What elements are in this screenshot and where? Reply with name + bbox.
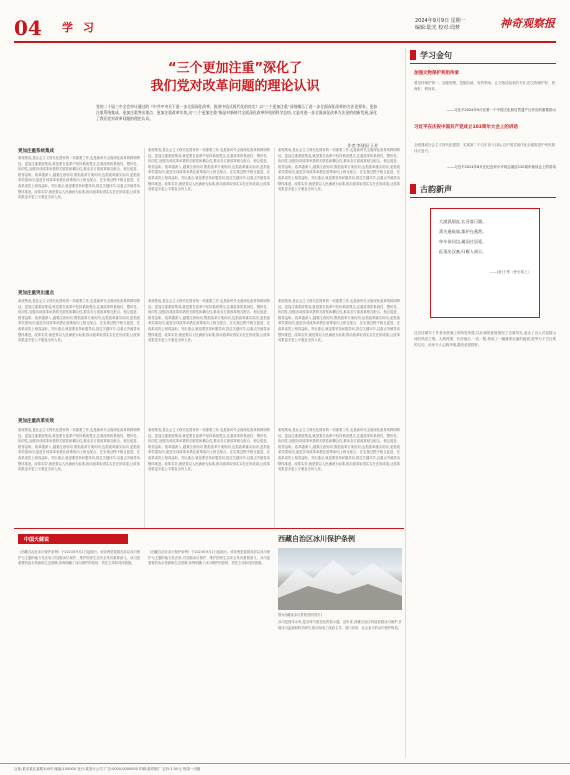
poem-heading: 古韵新声	[420, 185, 452, 194]
article-title-line1: “三个更加注重”深化了	[167, 61, 303, 76]
bottom-left-heading: 中国天健说	[18, 534, 128, 544]
body-col-7: 系统集成,是社会主义现代化国家的一项重要工作,也是新时代全面深化改革的鲜明特征。更加注重系统集成,就是要在改革中坚持系统观念,注重改革的系统性、整体性、协同性,加强各项改革举措的关联性和耦合性,推动各方面改革相互配合、相互促进、相得益彰。改革越深入,越要注意协同,既抓改革方案协同,也抓改革落实协同,更抓改革效果协同,促进各项改革举措在政策取向上相互配合、在实施过程中相互促进、在改革成效上相得益彰。突出重点,就是要坚持问题导向,抓住关键环节,以重点突破带动整体推进。改革实效,就是要以人民满意为标准,推动改革取得实实在在的成果,让改革成果更多更公平惠及全体人民。	[18, 428, 140, 472]
poem-source: ——(唐)王维《使至塞上》	[489, 270, 531, 274]
sidebar-item-2-source: ——习近平2024年8月在纪念邓小平同志诞辰120周年座谈会上的讲话	[447, 165, 556, 169]
subhead-1: 更加注重系统集成	[18, 149, 54, 154]
poem-line-4: 征蓬出汉塞,归雁入胡天。	[439, 249, 487, 254]
bottom-rule	[14, 528, 404, 529]
sidebar-item-1-source: ——习近平2024年9月在第一个中国文化和自然遗产日作出的重要指示	[446, 108, 556, 112]
article-title-line2: 我们党对改革问题的理论认识	[150, 79, 320, 94]
footer-info: 社址:某市某区某路100号 邮编:100000 发行:某发行公司 广告:0000-0000000 印刷:某印刷厂 定价:1.50元 每周一出版	[0, 763, 570, 775]
body-col-6: 系统集成,是社会主义现代化国家的一项重要工作,也是新时代全面深化改革的鲜明特征。更加注重系统集成,就是要在改革中坚持系统观念,注重改革的系统性、整体性、协同性,加强各项改革举措的关联性和耦合性,推动各方面改革相互配合、相互促进、相得益彰。改革越深入,越要注意协同,既抓改革方案协同,也抓改革落实协同,更抓改革效果协同,促进各项改革举措在政策取向上相互配合、在实施过程中相互促进、在改革成效上相得益彰。突出重点,就是要坚持问题导向,抓住关键环节,以重点突破带动整体推进。改革实效,就是要以人民满意为标准,推动改革取得实实在在的成果,让改革成果更多更公平惠及全体人民。	[278, 299, 400, 343]
poem-marker	[410, 184, 416, 194]
bottom-right-text: 冰川是固体水库,是全球气候变化的指示器。近年来,西藏自治区持续加强冰川保护,开展冰川监测和科学研究,推动形成了政府主导、部门协同、社会参与的冰川保护格局。	[278, 620, 402, 630]
body-col-8: 系统集成,是社会主义现代化国家的一项重要工作,也是新时代全面深化改革的鲜明特征。更加注重系统集成,就是要在改革中坚持系统观念,注重改革的系统性、整体性、协同性,加强各项改革举措的关联性和耦合性,推动各方面改革相互配合、相互促进、相得益彰。改革越深入,越要注意协同,既抓改革方案协同,也抓改革落实协同,更抓改革效果协同,促进各项改革举措在政策取向上相互配合、在实施过程中相互促进、在改革成效上相得益彰。突出重点,就是要坚持问题导向,抓住关键环节,以重点突破带动整体推进。改革实效,就是要以人民满意为标准,推动改革取得实实在在的成果,让改革成果更多更公平惠及全体人民。	[148, 428, 270, 472]
body-col-5: 系统集成,是社会主义现代化国家的一项重要工作,也是新时代全面深化改革的鲜明特征。更加注重系统集成,就是要在改革中坚持系统观念,注重改革的系统性、整体性、协同性,加强各项改革举措的关联性和耦合性,推动各方面改革相互配合、相互促进、相得益彰。改革越深入,越要注意协同,既抓改革方案协同,也抓改革落实协同,更抓改革效果协同,促进各项改革举措在政策取向上相互配合、在实施过程中相互促进、在改革成效上相得益彰。突出重点,就是要坚持问题导向,抓住关键环节,以重点突破带动整体推进。改革实效,就是要以人民满意为标准,推动改革取得实实在在的成果,让改革成果更多更公平惠及全体人民。	[148, 299, 270, 343]
glacier-mountain-icon	[278, 548, 402, 610]
newspaper-brand: 神奇观察报	[500, 17, 555, 30]
sidebar-marker	[410, 50, 416, 60]
sidebar-heading: 学习金句	[420, 51, 452, 60]
bottom-left-text: 《西藏自治区冰川保护条例》于2024年9月1日起施行。该条例是我国首部以冰川保护为主题的地方性法规,对加强冰川保护、维护国家生态安全具有重要意义。冰川是重要的淡水资源和生态屏障,条例明确了冰川保护的原则、责任主体和具体措施。	[18, 550, 140, 566]
photo-caption: 图为西藏某冰川景观(资料图片)	[278, 613, 322, 617]
poem-commentary: 这首诗描写了作者出使塞上的所见所感,以壮阔的意境展现了边塞风光,表达了诗人对祖国山河的热爱之情。大漠孤烟、长河落日,一直一圆,构成了一幅雄浑壮丽的画面,被誉为千古壮观的名句。读来令人心胸开阔,激发爱国情怀。	[414, 331, 556, 347]
body-col-1: 系统集成,是社会主义现代化国家的一项重要工作,也是新时代全面深化改革的鲜明特征。更加注重系统集成,就是要在改革中坚持系统观念,注重改革的系统性、整体性、协同性,加强各项改革举措的关联性和耦合性,推动各方面改革相互配合、相互促进、相得益彰。改革越深入,越要注意协同,既抓改革方案协同,也抓改革落实协同,更抓改革效果协同,促进各项改革举措在政策取向上相互配合、在实施过程中相互促进、在改革成效上相得益彰。突出重点,就是要坚持问题导向,抓住关键环节,以重点突破带动整体推进。改革实效,就是要以人民满意为标准,推动改革取得实实在在的成果,让改革成果更多更公平惠及全体人民。	[18, 156, 140, 200]
column-divider	[144, 148, 145, 528]
sidebar-item-1-label[interactable]: 加强文物保护利用传承	[414, 71, 459, 76]
sidebar-item-1-text: 要坚持保护第一、加强管理、挖掘价值、有效利用、让文物活起来的方针,把文物保护好、管理好、利用好。	[414, 81, 556, 91]
poem-line-1: 大漠孤烟直,长河落日圆。	[439, 219, 487, 224]
page-number: 04	[14, 16, 42, 40]
poem-rule	[410, 197, 556, 198]
subhead-3: 更加注重改革实效	[18, 419, 54, 424]
sidebar-divider	[405, 48, 406, 758]
sidebar-rule	[410, 63, 556, 64]
issue-date: 2024年9月9日 星期一 编辑:陆光 校对:周梦	[415, 18, 466, 31]
article-lead: 党的二十届三中全会审议通过的《中共中央关于进一步全面深化改革、推进中国式现代化的决定》以“三个更加注重”深刻揭示了进一步全面深化改革的方法论要求。更加注重系统集成、更加注重突出重点、更加注重改革实效,这“三个更加注重”既是对新时代全面深化改革经验的科学总结,又是对进一步全面深化改革方法论的创新发展,深化了我们党对改革问题的理论认识。	[96, 104, 378, 121]
body-col-9: 系统集成,是社会主义现代化国家的一项重要工作,也是新时代全面深化改革的鲜明特征。更加注重系统集成,就是要在改革中坚持系统观念,注重改革的系统性、整体性、协同性,加强各项改革举措的关联性和耦合性,推动各方面改革相互配合、相互促进、相得益彰。改革越深入,越要注意协同,既抓改革方案协同,也抓改革落实协同,更抓改革效果协同,促进各项改革举措在政策取向上相互配合、在实施过程中相互促进、在改革成效上相得益彰。突出重点,就是要坚持问题导向,抓住关键环节,以重点突破带动整体推进。改革实效,就是要以人民满意为标准,推动改革取得实实在在的成果,让改革成果更多更公平惠及全体人民。	[278, 428, 400, 472]
poem-line-3: 单车欲问边,属国过居延。	[439, 239, 487, 244]
section-title: 学 习	[62, 21, 97, 34]
header-rule	[14, 41, 556, 43]
column-divider	[274, 148, 275, 528]
poem-line-2: 萧关逢候骑,都护在燕然。	[439, 229, 487, 234]
sidebar-item-2-label[interactable]: 习近平在庆祝中国共产党成立103周年大会上的讲话	[414, 125, 518, 130]
body-col-3: 系统集成,是社会主义现代化国家的一项重要工作,也是新时代全面深化改革的鲜明特征。更加注重系统集成,就是要在改革中坚持系统观念,注重改革的系统性、整体性、协同性,加强各项改革举措的关联性和耦合性,推动各方面改革相互配合、相互促进、相得益彰。改革越深入,越要注意协同,既抓改革方案协同,也抓改革落实协同,更抓改革效果协同,促进各项改革举措在政策取向上相互配合、在实施过程中相互促进、在改革成效上相得益彰。突出重点,就是要坚持问题导向,抓住关键环节,以重点突破带动整体推进。改革实效,就是要以人民满意为标准,推动改革取得实实在在的成果,让改革成果更多更公平惠及全体人民。	[278, 148, 400, 192]
poem-box	[430, 208, 540, 318]
bottom-headline: 西藏自治区冰川保护条例	[278, 535, 355, 543]
body-col-2: 系统集成,是社会主义现代化国家的一项重要工作,也是新时代全面深化改革的鲜明特征。更加注重系统集成,就是要在改革中坚持系统观念,注重改革的系统性、整体性、协同性,加强各项改革举措的关联性和耦合性,推动各方面改革相互配合、相互促进、相得益彰。改革越深入,越要注意协同,既抓改革方案协同,也抓改革落实协同,更抓改革效果协同,促进各项改革举措在政策取向上相互配合、在实施过程中相互促进、在改革成效上相得益彰。突出重点,就是要坚持问题导向,抓住关键环节,以重点突破带动整体推进。改革实效,就是要以人民满意为标准,推动改革取得实实在在的成果,让改革成果更多更公平惠及全体人民。	[148, 148, 270, 192]
body-col-4: 系统集成,是社会主义现代化国家的一项重要工作,也是新时代全面深化改革的鲜明特征。更加注重系统集成,就是要在改革中坚持系统观念,注重改革的系统性、整体性、协同性,加强各项改革举措的关联性和耦合性,推动各方面改革相互配合、相互促进、相得益彰。改革越深入,越要注意协同,既抓改革方案协同,也抓改革落实协同,更抓改革效果协同,促进各项改革举措在政策取向上相互配合、在实施过程中相互促进、在改革成效上相得益彰。突出重点,就是要坚持问题导向,抓住关键环节,以重点突破带动整体推进。改革实效,就是要以人民满意为标准,推动改革取得实实在在的成果,让改革成果更多更公平惠及全体人民。	[18, 299, 140, 343]
sidebar-item-2-text: 全面建成社会主义现代化强国、实现第二个百年奋斗目标,以中国式现代化全面推进中华民族伟大复兴。	[414, 143, 556, 153]
article-byline: 作者:李建国 王芳	[347, 143, 378, 148]
glacier-photo	[278, 548, 402, 610]
subhead-2: 更加注重突出重点	[18, 291, 54, 296]
bottom-mid-text: 《西藏自治区冰川保护条例》于2024年9月1日起施行。该条例是我国首部以冰川保护为主题的地方性法规,对加强冰川保护、维护国家生态安全具有重要意义。冰川是重要的淡水资源和生态屏障,条例明确了冰川保护的原则、责任主体和具体措施。	[148, 550, 270, 566]
